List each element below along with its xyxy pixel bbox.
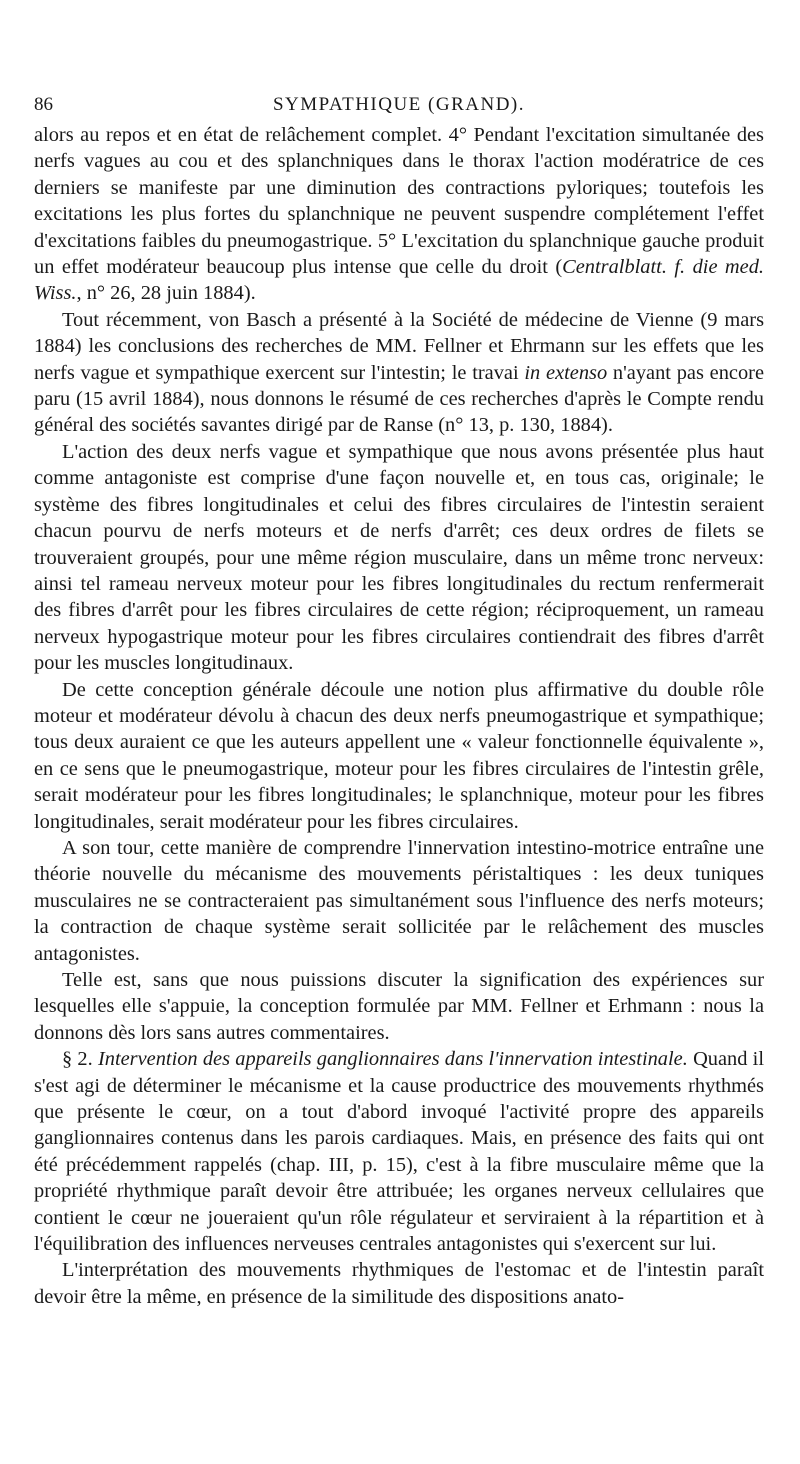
body-text <box>34 122 764 1310</box>
running-title: SYMPATHIQUE (GRAND). <box>272 94 526 115</box>
italic-text: Intervention des appareils ganglionnaires dans l'innervation intestinale. <box>97 1048 688 1071</box>
text-run: Tout récemment, von Basch a présenté à la Société de médecine de Vienne (9 mars 1884) les conclusions des recherches de MM. Fellner et Ehrmann sur les effets que les nerfs vague et sympathique exercent sur l'intestin; le travai <box>34 308 764 384</box>
text-run: § 2. <box>62 1048 98 1071</box>
paragraph <box>34 439 764 677</box>
text-run: L'action des deux nerfs vague et sympathique que nous avons présentée plus haut comme antagoniste est comprise d'une façon nouvelle et, en tous cas, originale; le système des fibres longitudinales et celui des fibres circulaires de l'intestin seraient chacun pourvu de nerfs moteurs et de nerfs d'arrêt; ces deux ordres de filets se trouveraient groupés, pour une même région musculaire, dans un même tronc nerveux: ainsi tel rameau nerveux moteur pour les fibres longitudinales du rectum renfermerait des fibres d'arrêt pour les fibres circulaires de cette région; réciproquement, un rameau nerveux hypogastrique moteur pour les fibres circulaires contiendrait des fibres d'arrêt pour les muscles longitudinaux. <box>34 440 764 675</box>
document-page <box>34 88 764 1310</box>
page-number: 86 <box>34 94 53 115</box>
italic-text: Centralblatt. f. die med. Wiss. <box>34 256 765 305</box>
text-run: alors au repos et en état de relâchement complet. 4° Pendant l'excitation simultanée des nerfs vagues au cou et des splanchniques dans le thorax l'action modératrice de ces derniers se manifeste par une diminution des contractions pyloriques; toutefois les excitations les plus fortes du splanchnique ne peuvent suspendre complétement l'effet d'excitations faibles du pneumogastrique. 5° L'excitation du splanchnique gauche produit un effet modérateur beaucoup plus intense que celle du droit ( <box>34 124 764 279</box>
text-run: A son tour, cette manière de comprendre l'innervation intestino-motrice entraîne une théorie nouvelle du mécanisme des mouvements péristaltiques : les deux tuniques musculaires ne se contracteraient pas simultanément sous l'influence des nerfs moteurs; la contraction de chaque système serait sollicitée par le relâchement des muscles antagonistes. <box>34 836 764 965</box>
paragraph <box>34 967 764 1046</box>
paragraph <box>34 1257 764 1310</box>
page-header <box>34 88 764 122</box>
paragraph <box>34 307 764 439</box>
text-run: Quand il s'est agi de déterminer le mécanisme et la cause productrice des mouvements rhythmés que présente le cœur, on a tout d'abord invoqué l'activité propre des appareils ganglionnaires contenus dans les parois cardiaques. Mais, en présence des faits qui ont été précédemment rappelés (chap. III, p. 15), c'est à la fibre musculaire même que la propriété rhythmique paraît devoir être attribuée; les organes nerveux cellulaires que contient le cœur ne joueraient qu'un rôle régulateur et serviraient à la répartition et à l'équilibration des influences nerveuses centrales antagonistes qui s'exercent sur lui. <box>34 1048 764 1256</box>
text-run: n'ayant pas encore paru (15 avril 1884), nous donnons le résumé de ces recherches d'après le Compte rendu général des sociétés savantes dirigé par de Ranse (n° 13, p. 130, 1884). <box>34 361 765 437</box>
text-run: De cette conception générale découle une notion plus affirmative du double rôle moteur et modérateur dévolu à chacun des deux nerfs pneumogastrique et sympathique; tous deux auraient ce que les auteurs appellent une « valeur fonctionnelle équivalente », en ce sens que le pneumogastrique, moteur pour les fibres circulaires de l'intestin grêle, serait modérateur pour les fibres longitudinales; le splanchnique, moteur pour les fibres longitudinales, serait modérateur pour les fibres circulaires. <box>34 678 764 833</box>
text-run: L'interprétation des mouvements rhythmiques de l'estomac et de l'intestin paraît devoir être la même, en présence de la similitude des dispositions anato- <box>34 1259 764 1308</box>
text-run: , n° 26, 28 juin 1884). <box>76 282 256 305</box>
paragraph <box>34 677 764 835</box>
paragraph <box>34 122 764 307</box>
text-run: Telle est, sans que nous puissions discuter la signification des expériences sur lesquelles elle s'appuie, la conception formulée par MM. Fellner et Erhmann : nous la donnons dès lors sans autres commentaires. <box>34 969 764 1044</box>
section-paragraph <box>34 1046 764 1257</box>
paragraph <box>34 835 764 967</box>
italic-text: in extenso <box>524 361 608 384</box>
